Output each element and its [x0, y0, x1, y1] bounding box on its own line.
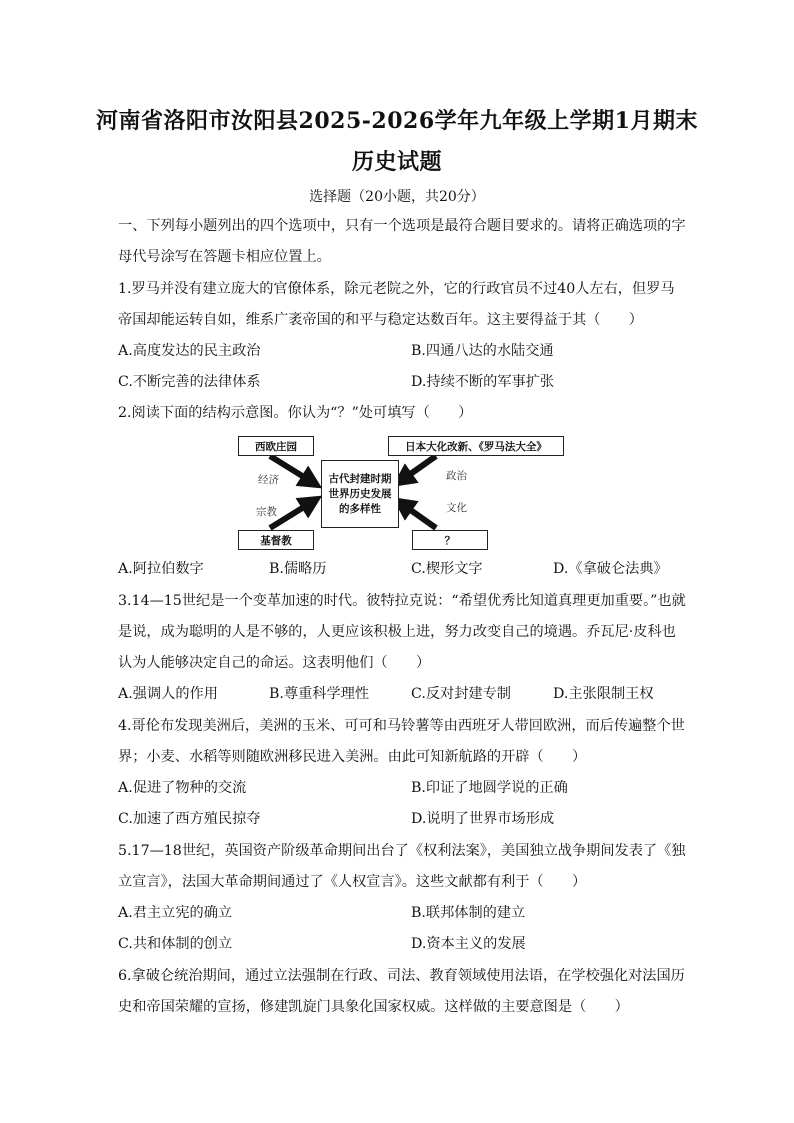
- q5-option-b[interactable]: B.联邦体制的建立: [411, 905, 526, 921]
- question-1-stem: 帝国却能运转自如，维系广袤帝国的和平与稳定达数百年。这主要得益于其（ ）: [118, 312, 643, 328]
- question-1-stem: 1.罗马并没有建立庞大的官僚体系，除元老院之外，它的行政官员不过40人左右，但罗马: [118, 281, 675, 297]
- question-3-stem: 是说，成为聪明的人是不够的，人更应该积极上进，努力改变自己的境遇。乔瓦尼·皮科也: [118, 624, 676, 640]
- center-text-line: 世界历史发展: [328, 487, 392, 500]
- question-6-stem: 6.拿破仑统治期间，通过立法强制在行政、司法、教育领域使用法语，在学校强化对法国历: [118, 968, 685, 984]
- q3-option-c[interactable]: C.反对封建专制: [411, 686, 511, 702]
- q3-option-d[interactable]: D.主张限制王权: [553, 686, 654, 702]
- question-2-stem: 2.阅读下面的结构示意图。你认为“？”处可填写（ ）: [118, 405, 473, 421]
- question-4-stem: 4.哥伦布发现美洲后，美洲的玉米、可可和马铃薯等由西班牙人带回欧洲，而后传遍整个世: [118, 718, 685, 734]
- question-3-stem: 3.14—15世纪是一个变革加速的时代。彼特拉克说：“希望优秀比知道真理更加重要。”也就: [118, 593, 686, 609]
- label-economy: 经济: [258, 474, 279, 486]
- q2-option-c[interactable]: C.楔形文字: [411, 561, 483, 577]
- structure-diagram: [228, 430, 568, 556]
- arrow-culture: [402, 504, 436, 528]
- q5-option-c[interactable]: C.共和体制的创立: [118, 936, 233, 952]
- q3-option-b[interactable]: B.尊重科学理性: [269, 686, 370, 702]
- q2-option-b[interactable]: B.儒略历: [269, 561, 327, 577]
- label-politics: 政治: [446, 470, 467, 482]
- box-question-mark: ？: [412, 530, 488, 550]
- q4-option-c[interactable]: C.加速了西方殖民掠夺: [118, 811, 261, 827]
- question-4-stem: 界；小麦、水稻等则随欧洲移民进入美洲。由此可知新航路的开辟（ ）: [118, 749, 587, 765]
- center-text-line: 的多样性: [339, 502, 381, 515]
- box-western-manor: 西欧庄园: [238, 436, 314, 456]
- question-6-stem: 史和帝国荣耀的宣扬，修建凯旋门具象化国家权威。这样做的主要意图是（ ）: [118, 999, 629, 1015]
- label-religion: 宗教: [256, 506, 277, 518]
- q1-option-a[interactable]: A.高度发达的民主政治: [118, 343, 261, 359]
- q4-option-b[interactable]: B.印证了地圆学说的正确: [411, 780, 568, 796]
- question-5-stem: 5.17—18世纪，英国资产阶级革命期间出台了《权利法案》，美国独立战争期间发表了《独: [118, 843, 686, 859]
- instruction-line: 一、下列每小题列出的四个选项中，只有一个选项是最符合题目要求的。请将正确选项的字: [118, 218, 686, 234]
- box-taika-reform: 日本大化改新、《罗马法大全》: [388, 436, 564, 456]
- arrow-politics: [402, 456, 436, 480]
- q1-option-d[interactable]: D.持续不断的军事扩张: [411, 374, 555, 390]
- q2-option-d[interactable]: D.《拿破仑法典》: [553, 561, 668, 577]
- box-center: [321, 460, 399, 528]
- q5-option-a[interactable]: A.君主立宪的确立: [118, 905, 233, 921]
- label-culture: 文化: [446, 502, 467, 514]
- center-text-line: 古代封建时期: [328, 472, 392, 485]
- exam-title-line1: 河南省洛阳市汝阳县2025-2026学年九年级上学期1月期末: [96, 108, 698, 134]
- question-3-stem: 认为人能够决定自己的命运。这表明他们（ ）: [118, 655, 431, 671]
- instruction-line: 母代号涂写在答题卡相应位置上。: [118, 249, 331, 265]
- section-header: 选择题（20小题，共20分）: [309, 189, 485, 205]
- q4-option-a[interactable]: A.促进了物种的交流: [118, 780, 247, 796]
- q3-option-a[interactable]: A.强调人的作用: [118, 686, 218, 702]
- box-christianity: 基督教: [238, 530, 314, 550]
- question-5-stem: 立宣言》，法国大革命期间通过了《人权宣言》。这些文献都有利于（ ）: [118, 874, 587, 890]
- q5-option-d[interactable]: D.资本主义的发展: [411, 936, 526, 952]
- q2-option-a[interactable]: A.阿拉伯数字: [118, 561, 204, 577]
- exam-title-line2: 历史试题: [351, 149, 442, 175]
- q4-option-d[interactable]: D.说明了世界市场形成: [411, 811, 555, 827]
- q1-option-c[interactable]: C.不断完善的法律体系: [118, 374, 261, 390]
- q1-option-b[interactable]: B.四通八达的水陆交通: [411, 343, 554, 359]
